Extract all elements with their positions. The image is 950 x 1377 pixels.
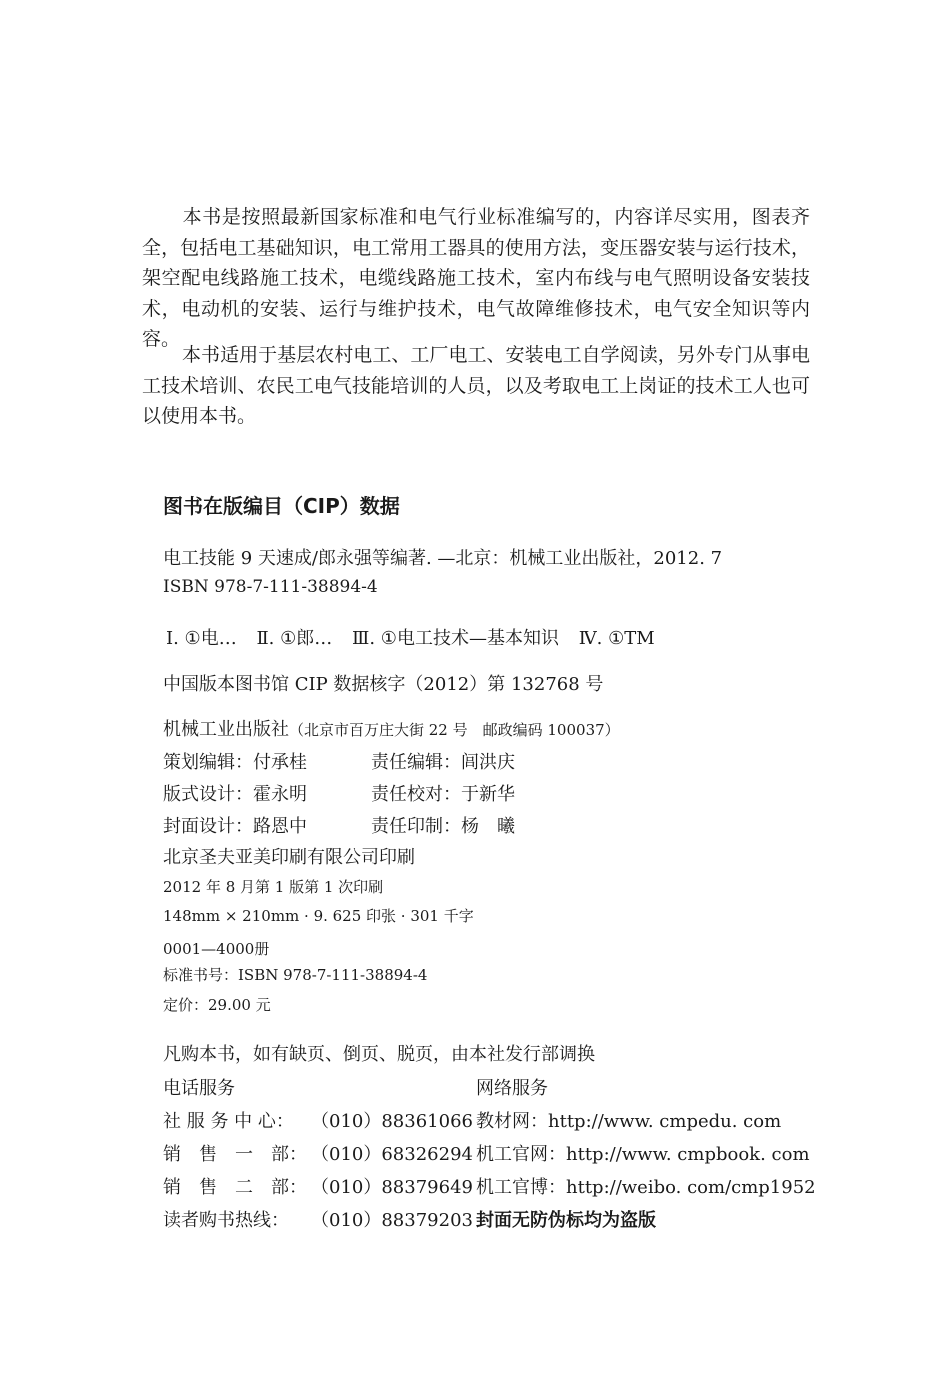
publisher-name: 机械工业出版社 (163, 719, 289, 740)
contact-web: 教材网：http://www. cmpedu. com (476, 1111, 782, 1132)
publisher-address: （北京市百万庄大街 22 号 邮政编码 100037） (289, 721, 620, 739)
staff-credit: 责任校对：于新华 (371, 784, 515, 805)
contact-row (163, 1206, 656, 1232)
staff-credit: 封面设计：路恩中 (163, 816, 307, 837)
contact-phone: （010）88379649 (311, 1177, 473, 1198)
staff-row (163, 780, 515, 806)
contact-phone: （010）68326294 (311, 1144, 473, 1165)
cip-isbn-line: ISBN 978-7-111-38894-4 (163, 577, 378, 597)
classification-item: Ⅱ. ①郎… (256, 628, 333, 649)
intro-paragraph-2: 本书适用于基层农村电工、工厂电工、安装电工自学阅读，另外专门从事电工技术培训、农民工电气技能培训的人员，以及考取电工上岗证的技术工人也可以使用本书。 (142, 344, 810, 427)
staff-credit: 责任印制：杨 曦 (371, 816, 515, 837)
edition-line: 2012 年 8 月第 1 版第 1 次印刷 (163, 878, 384, 896)
contact-row (163, 1107, 782, 1133)
cip-title-line: 电工技能 9 天速成/郎永强等编著. —北京：机械工业出版社，2012. 7 (163, 548, 723, 569)
cip-classification (166, 624, 669, 650)
price-line: 定价：29.00 元 (163, 996, 271, 1014)
classification-item: Ⅲ. ①电工技术—基本知识 (352, 628, 559, 649)
contact-label: 社 服 务 中 心： (163, 1111, 294, 1132)
format-line: 148mm × 210mm · 9. 625 印张 · 301 千字 (163, 907, 474, 925)
cip-record-line: 中国版本图书馆 CIP 数据核字（2012）第 132768 号 (163, 674, 604, 695)
service-headings (163, 1074, 548, 1100)
contact-web: 机工官网：http://www. cmpbook. com (476, 1144, 810, 1165)
contact-label: 读者购书热线： (163, 1210, 289, 1231)
classification-item: Ⅳ. ①TM (578, 628, 655, 649)
staff-credit: 责任编辑：闾洪庆 (371, 752, 515, 773)
contact-phone: （010）88379203 (311, 1210, 473, 1231)
web-service-heading: 网络服务 (476, 1078, 548, 1099)
contact-label: 销 售 一 部： (163, 1144, 307, 1165)
staff-credit: 版式设计：霍永明 (163, 784, 307, 805)
contact-web: 机工官博：http://weibo. com/cmp1952 (476, 1177, 816, 1198)
printer-line: 北京圣夫亚美印刷有限公司印刷 (163, 847, 415, 868)
contact-label: 销 售 二 部： (163, 1177, 307, 1198)
contact-phone: （010）88361066 (311, 1111, 473, 1132)
print-run-line: 0001—4000册 (163, 940, 270, 958)
staff-row (163, 812, 515, 838)
staff-credit: 策划编辑：付承桂 (163, 752, 307, 773)
staff-row (163, 748, 515, 774)
intro-paragraph-1: 本书是按照最新国家标准和电气行业标准编写的，内容详尽实用，图表齐全，包括电工基础知识，电工常用工器具的使用方法，变压器安装与运行技术，架空配电线路施工技术，电缆线路施工技术，室内布线与电气照明设备安装技术，电动机的安装、运行与维护技术，电气故障维修技术，电气安全知识等内容。 (142, 206, 810, 350)
classification-item: Ⅰ. ①电… (166, 628, 237, 649)
contact-row (163, 1173, 816, 1199)
publisher-line (163, 715, 620, 741)
phone-service-heading: 电话服务 (163, 1078, 235, 1099)
return-notice: 凡购本书，如有缺页、倒页、脱页，由本社发行部调换 (163, 1044, 595, 1065)
standard-number-line: 标准书号：ISBN 978-7-111-38894-4 (163, 966, 428, 984)
cip-heading: 图书在版编目（CIP）数据 (163, 494, 400, 518)
anti-counterfeit-notice: 封面无防伪标均为盗版 (476, 1210, 656, 1231)
contact-row (163, 1140, 810, 1166)
